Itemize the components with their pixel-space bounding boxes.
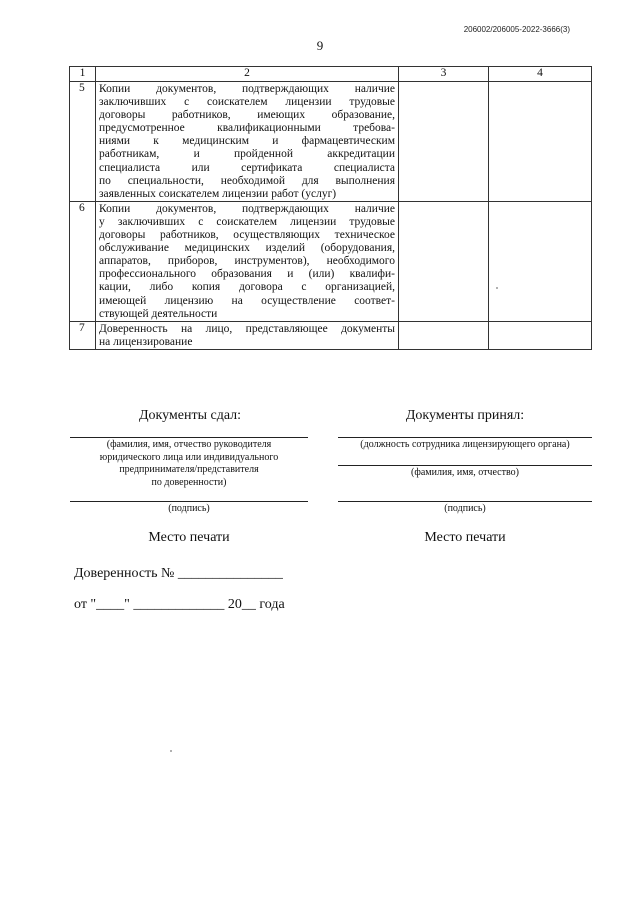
description-line: Доверенность на лицо, представляющее документы [99,322,395,335]
column-header: 4 [489,67,592,82]
received-name-caption: (фамилия, имя, отчество) [411,467,519,478]
submitted-signature-caption: (подпись) [168,503,210,514]
description-line: специалиста или сертификата специалиста [99,161,395,174]
column-header: 2 [96,67,399,82]
column-header: 3 [399,67,489,82]
row-number: 6 [70,201,96,321]
documents-table [69,66,592,350]
proxy-date-line: от "____" _____________ 20__ года [74,597,285,612]
document-id: 206002/206005-2022-3666(3) [463,25,570,34]
description-line: аппаратов, приборов, инструментов), необходимого [99,255,395,268]
proxy-number-line: Доверенность № _______________ [74,566,283,581]
description-line: предусмотренное квалификационными требова- [99,122,395,135]
received-signature-line [338,501,592,502]
description-line: на лицензирование [99,335,193,348]
scan-speck [496,287,498,289]
description-line: Копии документов, подтверждающих наличие [99,202,395,215]
table-row [70,82,592,202]
row-col4-cell [489,321,592,349]
description-line: по специальности, необходимой для выполнения [99,174,395,187]
page-number: 9 [316,38,324,53]
submitted-title: Документы сдал: [138,408,242,423]
description-line: договоры работников, осуществляющих техническое [99,229,395,242]
description-line: обслуживание медицинских изделий (оборудования, [99,242,395,255]
submitted-name-line [70,437,308,438]
column-header: 1 [70,67,96,82]
row-col4-cell [489,82,592,202]
caption-line: (фамилия, имя, отчество руководителя [106,439,272,450]
submitted-stamp-place: Место печати [148,530,230,545]
row-description [96,201,399,321]
row-description [96,321,399,349]
row-col3-cell [399,321,489,349]
received-position-line [338,437,592,438]
description-line: кации, либо копия договора с организацией, [99,281,395,294]
received-signature-caption: (подпись) [444,503,486,514]
row-col3-cell [399,82,489,202]
description-line: заключивших с соискателем лицензии трудовые [99,96,395,109]
table-row [70,201,592,321]
row-number: 7 [70,321,96,349]
description-line: ниями к медицинским и фармацевтическим [99,135,395,148]
submitted-name-caption [70,439,308,489]
row-number: 5 [70,82,96,202]
table-header-row [70,67,592,82]
description-line: работникам, и пройденной аккредитации [99,148,395,161]
caption-line: юридического лица или индивидуального [99,451,279,463]
received-name-line [338,465,592,466]
description-line: договоры работников, имеющих образование, [99,109,395,122]
caption-line: по доверенности) [151,476,227,488]
description-line: у заключивших с соискателем лицензии трудовые [99,215,395,228]
received-stamp-place: Место печати [424,530,506,545]
description-line: ствующей деятельности [99,307,218,320]
scan-speck [170,750,172,752]
row-description [96,82,399,202]
row-col4-cell [489,201,592,321]
submitted-signature-line [70,501,308,502]
received-title: Документы принял: [405,408,525,423]
row-col3-cell [399,201,489,321]
table-row [70,321,592,349]
description-line: имеющей лицензию на осуществление соответ- [99,294,395,307]
received-position-caption: (должность сотрудника лицензирующего органа) [360,439,570,450]
caption-line: предпринимателя/представителя [119,464,259,475]
description-line: заявленных соискателем лицензии работ (услуг) [99,187,337,200]
description-line: профессионального образования и (или) квалифи- [99,268,395,281]
description-line: Копии документов, подтверждающих наличие [99,83,395,95]
